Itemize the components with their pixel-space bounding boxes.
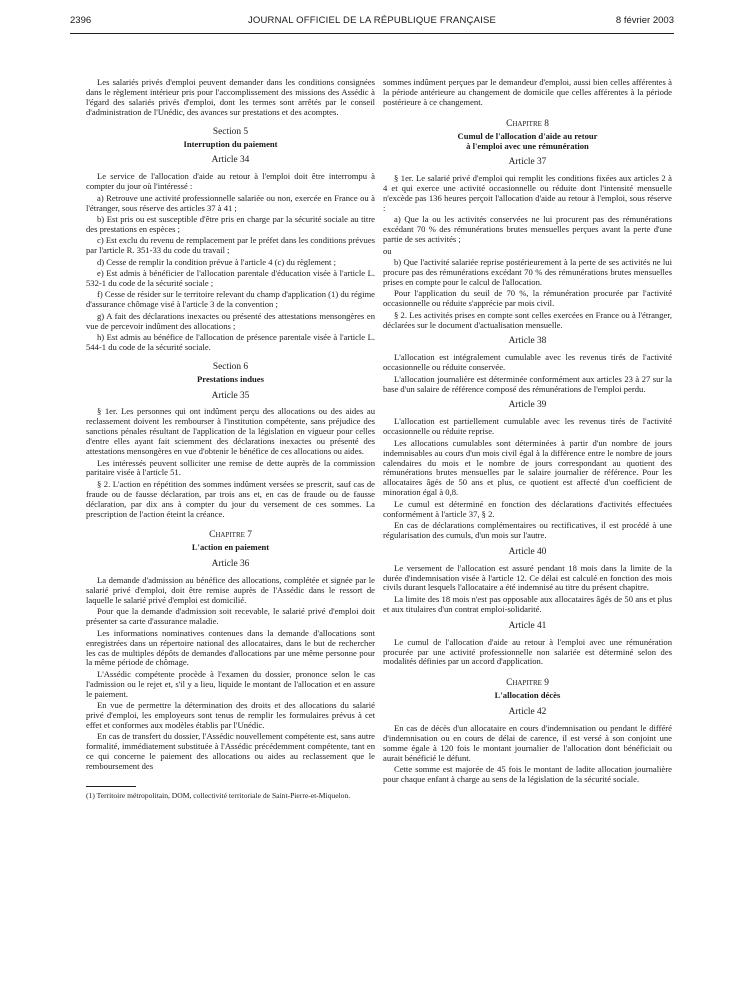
paragraph: § 1er. Les personnes qui ont indûment perçu des allocations ou des aides au reclassement doivent les rembourser à l'institution compétente, sans préjudice des sanctions pénales résultant de l'application de la législation en vigueur pour celles d'entre elles ayant fait sciemment des déclarations inexactes ou présenté des attestations mensongères en vue d'obtenir le bénéfice de ces allocations ou aides. [86, 406, 375, 457]
paragraph: Les salariés privés d'emploi peuvent demander dans les conditions consignées dans le règlement intérieur pris pour l'accomplissement des missions des Assédic à l'égard des salariés privés d'emploi, dont les termes sont arrêtés par le conseil d'administration de l'Unédic, des avances sur prestations et des acomptes. [86, 77, 375, 117]
paragraph: § 2. Les activités prises en compte sont celles exercées en France ou à l'étranger, déclarées sur le document d'actualisation mensuelle. [383, 309, 672, 330]
chapter-title: L'action en paiement [191, 542, 270, 553]
list-item: a) Retrouve une activité professionnelle salariée ou non, exercée en France ou à l'étranger, sous réserve des articles 37 à 41 ; [86, 192, 375, 213]
chapter-heading: Chapitre 8 [506, 118, 549, 129]
article-heading: Article 37 [508, 157, 547, 168]
header-rule [70, 33, 674, 34]
paragraph: En cas de décès d'un allocataire en cours d'indemnisation ou pendant le différé d'indemnisation ou en cours de délai de carence, il est versé à son conjoint une somme égale à 120 fois le montant journalier de l'allocation dont bénéficiait ou aurait bénéficié le défunt. [383, 723, 672, 763]
paragraph: § 1er. Le salarié privé d'emploi qui remplit les conditions fixées aux articles 2 à 4 et qui exerce une activité occasionnelle ou réduite dont l'intensité mensuelle n'excède pas 136 heures perçoit l'allocation d'aide au retour à l'emploi, sous réserve : [383, 173, 672, 214]
section-heading: Section 5 [212, 126, 249, 137]
chapter-heading: Chapitre 7 [209, 530, 252, 541]
section-title: Prestations indues [197, 373, 264, 384]
article-heading: Article 35 [211, 390, 250, 401]
chapter-heading: Chapitre 9 [506, 678, 549, 689]
article-heading: Article 38 [508, 336, 547, 347]
paragraph: Les intéressés peuvent solliciter une remise de dette auprès de la commission paritaire visée à l'article 51. [86, 457, 375, 478]
paragraph: Les allocations cumulables sont déterminées à partir d'un nombre de jours indemnisables au cours d'un mois civil égal à la différence entre le nombre de jours calendaires du mois et le nombre de jours correspondant au quotient des rémunérations brutes mensuelles par le salaire journalier de référence. Pour les allocataires âgés de 50 ans et plus, ce quotient est affecté d'un coefficient de minoration égal à 0,8. [383, 437, 672, 498]
paragraph: En cas de transfert du dossier, l'Assédic nouvellement compétente est, sans autre formalité, immédiatement substituée à l'Assédic précédemment compétente, tant en ce qui concerne le paiement des allocations ou aides au reclassement que le remboursement des [86, 731, 375, 771]
footnote: (1) Territoire métropolitain, DOM, collectivité territoriale de Saint-Pierre-et-Miquelon. [86, 790, 351, 800]
paragraph: L'allocation journalière est déterminée conformément aux articles 23 à 27 sur la base d'un salaire de référence composé des rémunérations de l'emploi perdu. [383, 373, 672, 394]
paragraph: Le cumul de l'allocation d'aide au retour à l'emploi avec une rémunération procurée par une activité professionnelle non salariée est déterminé selon des modalités définies par un accord d'application. [383, 636, 672, 667]
paragraph: La demande d'admission au bénéfice des allocations, complétée et signée par le salarié privé d'emploi, doit être remise auprès de l'Assédic dans le ressort de laquelle le salarié privé d'emploi est domicilié. [86, 575, 375, 605]
chapter-title-line2: à l'emploi avec une rémunération [466, 140, 589, 151]
article-heading: Article 34 [211, 155, 250, 166]
article-heading: Article 36 [211, 559, 250, 570]
left-column [86, 78, 375, 801]
list-item: e) Est admis à bénéficier de l'allocation parentale d'éducation visée à l'article L. 532-1 du code de la sécurité sociale ; [86, 268, 375, 288]
paragraph: Pour que la demande d'admission soit recevable, le salarié privé d'emploi doit présenter sa carte d'assurance maladie. [86, 606, 375, 627]
paragraph: En vue de permettre la détermination des droits et des allocations du salarié privé d'emploi, les employeurs sont tenus de remplir les formulaires prévus à cet effet et conformes aux modèles établis par l'Unédic. [86, 700, 375, 730]
chapter-title: Cumul de l'allocation d'aide au retour [457, 130, 598, 141]
paragraph: L'Assédic compétente procède à l'examen du dossier, prononce selon le cas l'admission ou le rejet et, s'il y a lieu, liquide le montant de l'allocation et en assure le paiement. [86, 668, 375, 699]
list-item: f) Cesse de résider sur le territoire relevant du champ d'application (1) du régime d'assurance chômage visé à l'article 3 de la convention ; [86, 289, 375, 310]
article-heading: Article 42 [508, 707, 547, 718]
list-item: c) Est exclu du revenu de remplacement par le préfet dans les conditions prévues par l'article R. 351-33 du code du travail ; [86, 235, 375, 256]
paragraph: Les informations nominatives contenues dans la demande d'allocations sont enregistrées dans un répertoire national des allocataires, dans le but de rechercher les cas de multiples dépôts de demandes d'allocations par une même personne pour la même période de chômage. [86, 627, 375, 668]
chapter-title: L'allocation décès [494, 690, 561, 701]
list-item: a) Que la ou les activités conservées ne lui procurent pas des rémunérations excédant 70 % des rémunérations brutes mensuelles perçues avant la perte d'une partie de ses activités ; [383, 214, 672, 245]
list-item: b) Que l'activité salariée reprise postérieurement à la perte de ses activités ne lui procure pas des rémunérations excédant 70 % des rémunérations brutes mensuelles prises en compte pour le calcul de l'allocation. [383, 257, 672, 287]
paragraph: sommes indûment perçues par le demandeur d'emploi, aussi bien celles afférentes à la période antérieure au changement de domicile que celles afférentes à la période postérieure à ce changement. [383, 77, 672, 107]
publication-date: 8 février 2003 [615, 15, 674, 26]
footnote-rule [86, 786, 136, 787]
section-heading: Section 6 [212, 361, 249, 372]
paragraph: ou [383, 245, 392, 256]
paragraph: L'allocation est partiellement cumulable avec les revenus tirés de l'activité occasionnelle ou réduite reprise. [383, 416, 672, 437]
paragraph: Le cumul est déterminé en fonction des déclarations d'activités effectuées conformément à l'article 37, § 2. [383, 498, 672, 519]
paragraph: Cette somme est majorée de 45 fois le montant de ladite allocation journalière pour chaque enfant à charge au sens de la législation de la sécurité sociale. [383, 764, 672, 785]
paragraph: Le service de l'allocation d'aide au retour à l'emploi doit être interrompu à compter du jour où l'intéressé : [86, 171, 375, 192]
right-column [383, 78, 672, 786]
paragraph: § 2. L'action en répétition des sommes indûment versées se prescrit, sauf cas de fraude ou de fausse déclaration, par trois ans et, en cas de fraude ou de fausse déclaration, par dix ans à compter du jour du versement de ces sommes. La prescription de l'action éteint la créance. [86, 478, 375, 519]
article-heading: Article 40 [508, 546, 547, 557]
list-item: b) Est pris ou est susceptible d'être pris en charge par la sécurité sociale au titre des prestations en espèces ; [86, 213, 375, 234]
paragraph: La limite des 18 mois n'est pas opposable aux allocataires âgés de 50 ans et plus et aux titulaires d'un contrat emploi-solidarité. [383, 593, 672, 614]
list-item: h) Est admis au bénéfice de l'allocation de présence parentale visée à l'article L. 544-1 du code de la sécurité sociale. [86, 331, 375, 352]
journal-title: JOURNAL OFFICIEL DE LA RÉPUBLIQUE FRANÇAISE [247, 15, 497, 26]
paragraph: L'allocation est intégralement cumulable avec les revenus tirés de l'activité occasionnelle ou réduite conservée. [383, 352, 672, 373]
article-heading: Article 39 [508, 400, 547, 411]
section-title: Interruption du paiement [183, 138, 278, 149]
page-number: 2396 [70, 15, 92, 26]
paragraph: Pour l'application du seuil de 70 %, la rémunération procurée par l'activité occasionnelle ou réduite s'apprécie par mois civil. [383, 288, 672, 309]
article-heading: Article 41 [508, 620, 547, 631]
list-item: d) Cesse de remplir la condition prévue à l'article 4 (c) du règlement ; [97, 256, 336, 267]
list-item: g) A fait des déclarations inexactes ou présenté des attestations mensongères en vue de percevoir indûment des allocations ; [86, 310, 375, 331]
paragraph: Le versement de l'allocation est assuré pendant 18 mois dans la limite de la durée d'indemnisation visée à l'article 12. Ce délai est calculé en fonction des mois civils durant lesquels l'allocataire a été indemnisé au titre du présent chapitre. [383, 562, 672, 593]
page-header [70, 15, 674, 31]
paragraph: En cas de déclarations complémentaires ou rectificatives, il est procédé à une régularisation des cumuls, d'un mois sur l'autre. [383, 519, 672, 540]
